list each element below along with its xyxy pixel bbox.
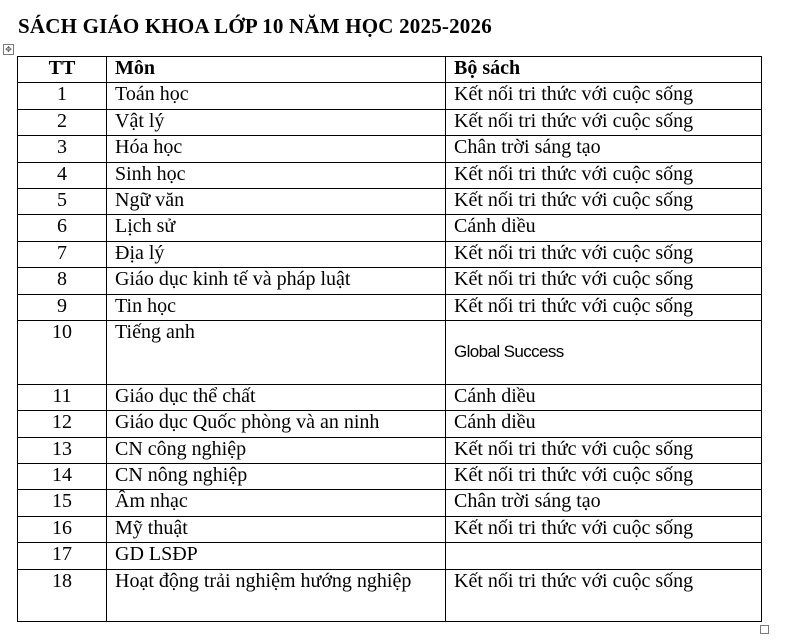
table-row	[18, 437, 762, 463]
table-row	[18, 384, 762, 410]
cell-subject: Giáo dục thể chất	[107, 384, 446, 410]
cell-book: Kết nối tri thức với cuộc sống	[446, 83, 762, 109]
table-row	[18, 516, 762, 542]
cell-tt: 5	[18, 188, 107, 214]
cell-tt: 10	[18, 320, 107, 384]
table-row	[18, 188, 762, 214]
table-row	[18, 543, 762, 569]
header-book: Bộ sách	[446, 57, 762, 83]
cell-tt: 9	[18, 294, 107, 320]
cell-subject: Lịch sử	[107, 215, 446, 241]
cell-book: Cánh diều	[446, 411, 762, 437]
cell-tt: 17	[18, 543, 107, 569]
table-row	[18, 241, 762, 267]
cell-book: Chân trời sáng tạo	[446, 136, 762, 162]
cell-tt: 7	[18, 241, 107, 267]
cell-book: Kết nối tri thức với cuộc sống	[446, 464, 762, 490]
cell-subject: Toán học	[107, 83, 446, 109]
table-row	[18, 136, 762, 162]
cell-book: Kết nối tri thức với cuộc sống	[446, 516, 762, 542]
table-row	[18, 83, 762, 109]
table-row	[18, 464, 762, 490]
cell-book: Cánh diều	[446, 384, 762, 410]
header-subject: Môn	[107, 57, 446, 83]
table-move-icon[interactable]: ✥	[3, 44, 14, 55]
table-row	[18, 215, 762, 241]
cell-tt: 1	[18, 83, 107, 109]
table-row	[18, 411, 762, 437]
cell-book	[446, 543, 762, 569]
cell-book: Kết nối tri thức với cuộc sống	[446, 241, 762, 267]
cell-tt: 11	[18, 384, 107, 410]
table-header-row	[18, 57, 762, 83]
cell-book: Kết nối tri thức với cuộc sống	[446, 268, 762, 294]
cell-subject: Giáo dục kinh tế và pháp luật	[107, 268, 446, 294]
cell-subject: Giáo dục Quốc phòng và an ninh	[107, 411, 446, 437]
cell-tt: 14	[18, 464, 107, 490]
cell-subject: Hoạt động trải nghiệm hướng nghiệp	[107, 569, 446, 621]
cell-tt: 4	[18, 162, 107, 188]
cell-subject: Ngữ văn	[107, 188, 446, 214]
cell-book: Cánh diều	[446, 215, 762, 241]
cell-subject: Địa lý	[107, 241, 446, 267]
cell-tt: 16	[18, 516, 107, 542]
document-title: SÁCH GIÁO KHOA LỚP 10 NĂM HỌC 2025-2026	[18, 14, 492, 38]
cell-tt: 2	[18, 109, 107, 135]
cell-subject: CN công nghiệp	[107, 437, 446, 463]
cell-subject: Hóa học	[107, 136, 446, 162]
cell-tt: 15	[18, 490, 107, 516]
cell-subject: Tiếng anh	[107, 320, 446, 384]
cell-book: Kết nối tri thức với cuộc sống	[446, 109, 762, 135]
cell-tt: 12	[18, 411, 107, 437]
table-row	[18, 162, 762, 188]
cell-subject: Sinh học	[107, 162, 446, 188]
cell-book: Global Success	[446, 320, 762, 384]
table-row	[18, 294, 762, 320]
table-row	[18, 109, 762, 135]
table-row	[18, 320, 762, 384]
cell-subject: Âm nhạc	[107, 490, 446, 516]
cell-book: Kết nối tri thức với cuộc sống	[446, 162, 762, 188]
cell-book: Kết nối tri thức với cuộc sống	[446, 188, 762, 214]
cell-subject: Vật lý	[107, 109, 446, 135]
table-row	[18, 490, 762, 516]
textbook-table	[17, 56, 762, 622]
cell-subject: Tin học	[107, 294, 446, 320]
cell-subject: CN nông nghiệp	[107, 464, 446, 490]
cell-tt: 3	[18, 136, 107, 162]
cell-book: Kết nối tri thức với cuộc sống	[446, 569, 762, 621]
cell-book: Chân trời sáng tạo	[446, 490, 762, 516]
cell-tt: 13	[18, 437, 107, 463]
header-tt: TT	[18, 57, 107, 83]
cell-tt: 18	[18, 569, 107, 621]
cell-subject: Mỹ thuật	[107, 516, 446, 542]
cell-tt: 8	[18, 268, 107, 294]
cell-subject: GD LSĐP	[107, 543, 446, 569]
cell-tt: 6	[18, 215, 107, 241]
table-row	[18, 569, 762, 621]
cell-book: Kết nối tri thức với cuộc sống	[446, 294, 762, 320]
table-resize-icon[interactable]	[760, 625, 769, 634]
cell-book: Kết nối tri thức với cuộc sống	[446, 437, 762, 463]
table-row	[18, 268, 762, 294]
